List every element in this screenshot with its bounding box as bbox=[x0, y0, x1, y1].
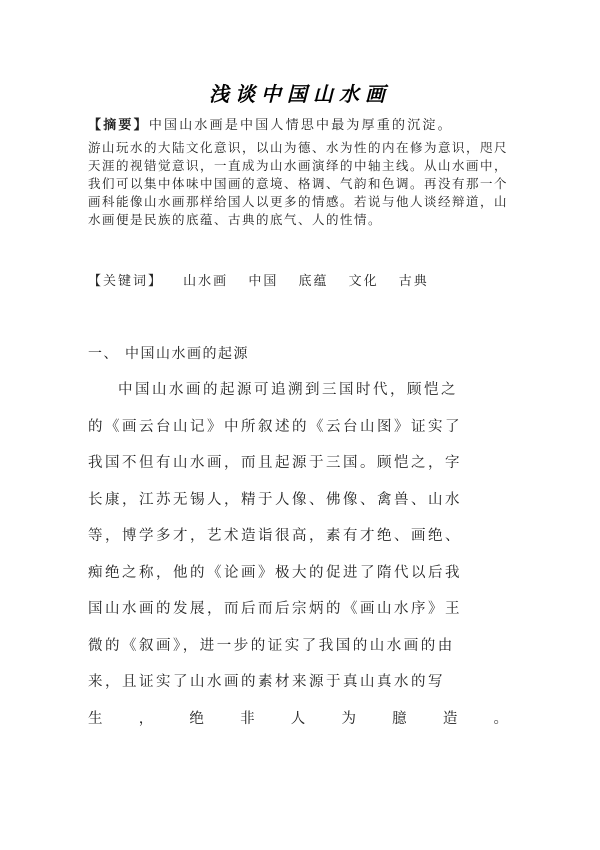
abstract-label: 【摘要】 bbox=[88, 118, 149, 133]
keyword: 底蕴 bbox=[298, 274, 329, 289]
last-line-char: 。 bbox=[493, 710, 508, 727]
paragraph-line: 的《画云台山记》中所叙述的《云台山图》证实了 bbox=[88, 418, 462, 435]
last-line-char: 生 bbox=[88, 710, 103, 727]
last-line-char: 为 bbox=[341, 710, 356, 727]
last-line-char: 造 bbox=[442, 710, 458, 727]
keyword: 古典 bbox=[398, 274, 429, 289]
keyword: 中国 bbox=[248, 274, 279, 289]
keyword: 文化 bbox=[348, 274, 379, 289]
keyword: 山水画 bbox=[183, 274, 229, 289]
last-line-char: 臆 bbox=[392, 710, 407, 727]
paragraph-line: 微的《叙画》，进一步的证实了我国的山水画的由 bbox=[88, 637, 455, 654]
paragraph-last-line bbox=[88, 701, 508, 738]
document-title: 浅谈中国山水画 bbox=[209, 82, 391, 106]
paragraph-line: 中国山水画的起源可追溯到三国时代，顾恺之 bbox=[118, 382, 458, 398]
abstract-lead bbox=[88, 117, 508, 135]
paragraph-line: 来，且证实了山水画的素材来源于真山真水的写 bbox=[88, 674, 445, 690]
last-line-char: ， bbox=[138, 710, 154, 727]
last-line-char: 非 bbox=[240, 710, 255, 727]
paragraph-line: 国山水画的发展，而后而后宗炳的《画山水序》王 bbox=[88, 601, 462, 617]
paragraph-line: 长康，江苏无锡人，精于人像、佛像、禽兽、山水 bbox=[88, 491, 462, 508]
last-line-char: 绝 bbox=[189, 710, 204, 727]
keywords-line bbox=[88, 270, 528, 289]
paragraph-line: 痴绝之称，他的《论画》极大的促进了隋代以后我 bbox=[88, 564, 462, 581]
paragraph-line: 等，博学多才，艺术造诣很高，素有才绝、画绝、 bbox=[88, 528, 462, 544]
section-heading: 一、 中国山水画的起源 bbox=[88, 346, 249, 362]
paragraph-line: 我国不但有山水画，而且起源于三国。顾恺之，字 bbox=[88, 455, 462, 471]
section-body bbox=[88, 372, 508, 737]
abstract-body: 游山玩水的大陆文化意识，以山为德、水为性的内在修为意识，咫尺天涯的视错觉意识，一直成为山水画演绎的中轴主线。从山水画中，我们可以集中体味中国画的意境、格调、气韵和色调。再没有那一个画科能像山水画那样给国人以更多的情感。若说与他人谈经辩道，山水画便是民族的底蕴、古典的底气、人的性情。 bbox=[88, 140, 509, 227]
keywords-label: 【关键词】 bbox=[88, 274, 164, 289]
abstract-lead-text: 中国山水画是中国人情思中最为厚重的沉淀。 bbox=[148, 118, 453, 133]
last-line-char: 人 bbox=[290, 710, 306, 727]
abstract-block bbox=[88, 117, 508, 229]
